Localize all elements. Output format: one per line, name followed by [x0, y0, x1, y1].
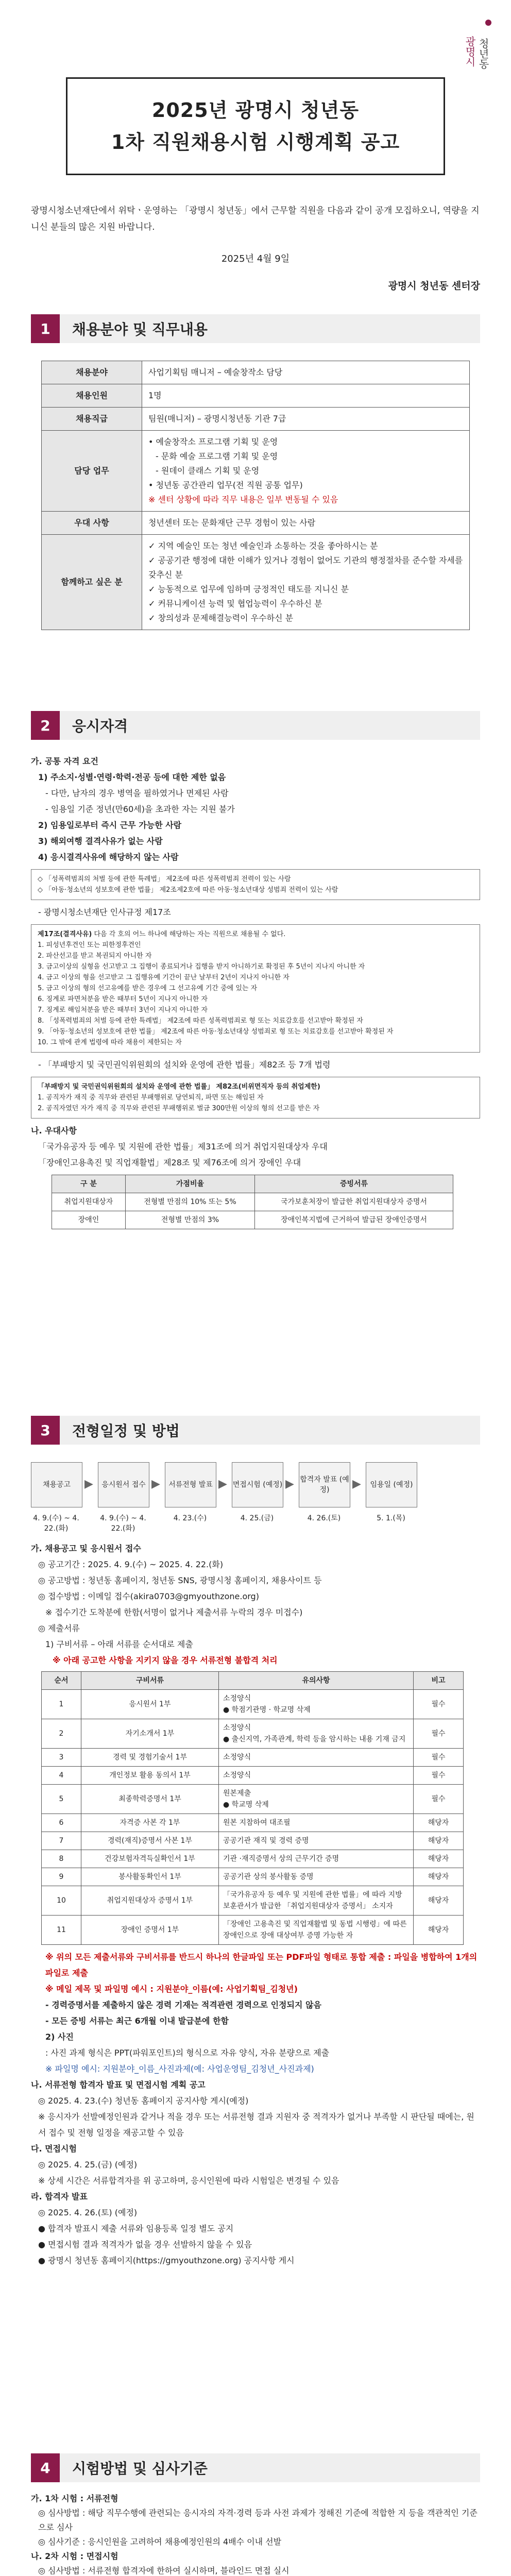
table-row	[52, 1175, 453, 1193]
note-box	[31, 924, 480, 1053]
section-number: 4	[31, 2453, 60, 2482]
table-cell: 장애인	[52, 1211, 126, 1229]
table-row	[42, 384, 470, 408]
table-cell: 최종학력증명서 1부	[81, 1785, 219, 1814]
table-cell: 3	[42, 1749, 81, 1767]
table-row	[52, 1193, 453, 1211]
sched-warning: ※ 아래 공고한 사항을 지키지 않을 경우 서류전형 불합격 처리	[53, 1655, 278, 1665]
table-head: 채용인원	[42, 384, 142, 408]
qual-sub: - 「부패방지 및 국민권익위원회의 설치와 운영에 관한 법률」제82조 등 7개 법령	[38, 1060, 331, 1070]
table-head: 우대 사항	[42, 512, 142, 535]
table-head: 가점비율	[125, 1175, 254, 1193]
arrow-right-icon: ▶	[151, 1478, 160, 1490]
table-cell: 원본제출 ● 학교명 삭제	[219, 1785, 414, 1814]
section-label: 채용분야 및 직무내용	[72, 321, 208, 338]
table-cell: 6	[42, 1814, 81, 1832]
sched-item: ◎ 접수방법 : 이메일 접수(akira0703@gmyouthzone.org)	[38, 1591, 259, 1601]
table-cell: 해당자	[414, 1814, 464, 1832]
table-row	[52, 1211, 453, 1229]
note-title: 제17조(결격사유)	[38, 930, 92, 938]
table-cell: 소정양식 ● 학점기관명 · 학교명 삭제	[219, 1690, 414, 1719]
table-cell: 경력 및 경험기술서 1부	[81, 1749, 219, 1767]
table-cell: 필수	[414, 1767, 464, 1785]
qual-sub: - 광명시청소년재단 인사규정 제17조	[38, 907, 171, 917]
table-cell: 사업기획팀 매니저 – 예술창작소 담당	[142, 361, 470, 384]
table-cell: 자격증 사본 각 1부	[81, 1814, 219, 1832]
table-cell: 장애인 증명서 1부	[81, 1916, 219, 1945]
intro-text: 광명시청소년재단에서 위탁ㆍ운영하는 「광명시 청년동」에서 근무할 직원을 다음과 같이 공개 모집하오니, 역량을 지니신 분들의 많은 지원 바랍니다.	[31, 206, 480, 232]
qual-item: - 임용일 기준 정년(만60세)을 초과한 자는 지원 불가	[45, 804, 235, 814]
flow-date: 5. 1.(목)	[377, 1514, 405, 1522]
flow-step: 서류전형 발표	[165, 1462, 216, 1507]
sched-item: ◎ 2025. 4. 26.(토) (예정)	[38, 2208, 138, 2217]
table-row	[42, 431, 470, 512]
title-line2: 1차 직원채용시험 시행계획 공고	[111, 131, 400, 154]
sched-item: ◎ 2025. 4. 23.(수) 청년동 홈페이지 공지사항 게시(예정)	[38, 2096, 249, 2106]
exam-item: ◎ 심사방법 : 서류전형 합격자에 한하여 실시하며, 블라인드 면접 실시	[38, 2566, 289, 2575]
logo-icon	[461, 15, 497, 93]
table-cell: 해당자	[414, 1916, 464, 1945]
table-row	[42, 1814, 464, 1832]
table-cell: 국가보훈처장이 발급한 취업지원대상자 증명서	[255, 1193, 453, 1211]
table-cell: 개인정보 활용 동의서 1부	[81, 1767, 219, 1785]
qual-item: 2) 임용일로부터 즉시 근무 가능한 사람	[38, 820, 182, 830]
table-cell: 7	[42, 1832, 81, 1850]
sched-warning: ※ 위의 모든 제출서류와 구비서류를 반드시 하나의 한글파일 또는 PDF파일 형태로 통합 제출 : 파일을 병합하여 1개의 파일로 제출	[45, 1952, 478, 1978]
table-row	[42, 1690, 464, 1719]
sub-heading: 나. 2차 시험 : 면접시험	[31, 2551, 118, 2561]
table-cell	[142, 431, 470, 512]
section-number: 2	[31, 711, 60, 740]
table-cell: 취업지원대상자	[52, 1193, 126, 1211]
qual-item: 3) 해외여행 결격사유가 없는 사람	[38, 836, 163, 846]
duty-item: - 원데이 클래스 기획 및 운영	[156, 466, 260, 476]
sched-item: ※ 상세 시간은 서류합격자를 위 공고하며, 응시인원에 따라 시험일은 변경될 수 있음	[38, 2176, 339, 2185]
section-header	[31, 314, 480, 343]
qual-item: 「국가유공자 등 예우 및 지원에 관한 법률」제31조에 의거 취업지원대상자 우대	[38, 1142, 328, 1151]
sub-heading: 다. 면접시험	[31, 2144, 77, 2154]
table-head: 순서	[42, 1672, 81, 1690]
bonus-table	[52, 1175, 453, 1229]
sched-item: ※ 파일명 예시: 지원분야_이름_사진과제(예: 사업운영팀_김청년_사진과제)	[45, 2064, 314, 2074]
table-row	[42, 535, 470, 630]
table-row	[42, 1868, 464, 1886]
duty-note: ※ 센터 상황에 따라 직무 내용은 일부 변동될 수 있음	[148, 495, 338, 504]
note-line: ◇ 「성폭력범죄의 처벌 등에 관한 특례법」 제2조에 따른 성폭력범죄 전력이 있는 사람	[38, 875, 291, 883]
note-line: 2. 파산선고를 받고 복권되지 아니한 자	[38, 952, 152, 960]
table-cell: 해당자	[414, 1868, 464, 1886]
schedule-block	[31, 1540, 480, 2268]
table-head: 구비서류	[81, 1672, 219, 1690]
talent-item: ✓ 능동적으로 업무에 임하며 긍정적인 태도를 지니신 분	[148, 584, 349, 594]
table-cell: 건강보험자격득실확인서 1부	[81, 1850, 219, 1868]
table-head: 비고	[414, 1672, 464, 1690]
table-row	[42, 512, 470, 535]
talent-item: ✓ 커뮤니케이션 능력 및 협업능력이 우수하신 분	[148, 599, 322, 608]
exam-block	[31, 2492, 480, 2576]
table-cell: 10	[42, 1886, 81, 1916]
qual-item: - 다만, 남자의 경우 병역을 필하였거나 면제된 사람	[45, 788, 229, 798]
section-label: 시험방법 및 심사기준	[72, 2460, 208, 2477]
table-cell: 기관 ·재직증명서 상의 근무기간 증명	[219, 1850, 414, 1868]
flow-date: 4. 9.(수) ~ 4. 22.(화)	[33, 1514, 79, 1533]
table-row	[42, 1749, 464, 1767]
sched-item: ● 면접시험 결과 적격자가 없을 경우 선발하지 않을 수 있음	[38, 2240, 252, 2249]
table-cell: 봉사활동확인서 1부	[81, 1868, 219, 1886]
table-head: 채용직급	[42, 408, 142, 431]
note-line: 8. 「성폭력범죄의 처벌 등에 관한 특례법」 제2조에 따른 성폭력범죄로 형 또는 치료감호를 선고받아 확정된 자	[38, 1017, 363, 1025]
flow-step: 채용공고	[31, 1462, 82, 1507]
svg-text:광명시: 광명시	[464, 36, 476, 67]
flow-date: 4. 23.(수)	[173, 1514, 207, 1522]
talent-item: ✓ 지역 예술인 또는 청년 예술인과 소통하는 것을 좋아하시는 분	[148, 541, 378, 551]
arrow-right-icon: ▶	[352, 1478, 361, 1490]
talent-item: ✓ 공공기관 행정에 대한 이해가 있거나 경험이 없어도 기관의 행정절차를 준수할 자세를 갖추신 분	[148, 555, 463, 580]
note-line: 3. 금고이상의 실형을 선고받고 그 집행이 종료되거나 집행을 받지 아니하기로 확정된 후 5년이 지나지 아니한 자	[38, 963, 365, 971]
sched-item: ◎ 공고방법 : 청년동 홈페이지, 청년동 SNS, 광명시청 홈페이지, 채용사이트 등	[38, 1575, 322, 1585]
table-cell: 청년센터 또는 문화재단 근무 경험이 있는 사람	[142, 512, 470, 535]
table-head: 함께하고 싶은 분	[42, 535, 142, 630]
flow-step: 임용일 (예정)	[366, 1462, 417, 1507]
sched-warning: - 모든 증빙 서류는 최근 6개월 이내 발급분에 한함	[45, 2016, 229, 2026]
table-row	[42, 1785, 464, 1814]
table-cell: 「장애인 고용촉진 및 직업재활법 및 동법 시행령」에 따른 장애인으로 장애 대상여부 증명 가능한 자	[219, 1916, 414, 1945]
table-cell: 해당자	[414, 1886, 464, 1916]
note-line: 6. 징계로 파면처분을 받은 때부터 5년이 지나지 아니한 자	[38, 995, 208, 1003]
table-cell: 공공기관 재직 및 경력 증명	[219, 1832, 414, 1850]
schedule-flow	[31, 1462, 480, 1539]
table-row	[42, 361, 470, 384]
section-number: 3	[31, 1416, 60, 1445]
note-box	[31, 869, 480, 900]
sched-sub: 2) 사진	[45, 2032, 74, 2042]
table-cell: 8	[42, 1850, 81, 1868]
table-row	[42, 1850, 464, 1868]
qual-item: 「장애인고용촉진 및 직업재활법」제28조 및 제76조에 의거 장애인 우대	[38, 1158, 301, 1167]
table-cell: 취업지원대상자 증명서 1부	[81, 1886, 219, 1916]
section-header	[31, 711, 480, 740]
note-line: 4. 금고 이상의 형을 선고받고 그 집행유예 기간이 끝난 날부터 2년이 지나지 아니한 자	[38, 974, 289, 981]
table-row	[42, 408, 470, 431]
table-cell: 응시원서 1부	[81, 1690, 219, 1719]
duty-item: - 문화 예술 프로그램 기획 및 운영	[156, 451, 278, 461]
table-cell: 장애인복지법에 근거하여 발급된 장애인증명서	[255, 1211, 453, 1229]
table-cell: 필수	[414, 1719, 464, 1749]
sub-heading: 가. 채용공고 및 응시원서 접수	[31, 1544, 141, 1553]
note-line: 「부패방지 및 국민권익위원회의 설치와 운영에 관한 법률」 제82조(비위면직자 등의 취업제한)	[38, 1083, 320, 1091]
table-row	[42, 1719, 464, 1749]
svg-text:청년동: 청년동	[477, 38, 489, 69]
note-line: 1. 공직자가 재직 중 직무와 관련된 부패행위로 당연퇴직, 파면 또는 해임된 자	[38, 1094, 264, 1101]
table-cell: 원본 지참하여 대조필	[219, 1814, 414, 1832]
table-cell: 소정양식	[219, 1749, 414, 1767]
sched-item: ● 합격자 발표시 제출 서류와 임용등록 일정 별도 공지	[38, 2224, 234, 2233]
sched-item: ◎ 공고기간 : 2025. 4. 9.(수) ~ 2025. 4. 22.(화)	[38, 1560, 224, 1569]
flow-step: 응시원서 접수	[98, 1462, 149, 1507]
section-header	[31, 2453, 480, 2482]
sched-item: ※ 응시자가 선발예정인원과 같거나 적을 경우 또는 서류전형 결과 지원자 중 적격자가 없거나 부족할 시 판단될 때에는, 원서 접수 및 전형 일정을 재공고할 수 있음	[38, 2112, 474, 2138]
announcement-date: 2025년 4월 9일	[221, 253, 290, 264]
talent-item: ✓ 창의성과 문제해결능력이 우수하신 분	[148, 613, 294, 623]
table-head: 구 분	[52, 1175, 126, 1193]
title-box	[66, 77, 445, 175]
section-label: 전형일정 및 방법	[72, 1422, 180, 1439]
note-line: 2. 공직자였던 자가 재직 중 직무와 관련된 부패행위로 벌금 300만원 이상의 형의 선고를 받은 자	[38, 1105, 320, 1112]
table-cell: 1	[42, 1690, 81, 1719]
table-cell	[142, 535, 470, 630]
table-cell: 필수	[414, 1690, 464, 1719]
table-cell: 9	[42, 1868, 81, 1886]
note-line: 다음 각 호의 어느 하나에 해당하는 자는 직원으로 채용될 수 없다.	[94, 930, 286, 938]
sub-heading: 가. 1차 시험 : 서류전형	[31, 2494, 118, 2503]
table-cell: 2	[42, 1719, 81, 1749]
note-line: 9. 「아동·청소년의 성보호에 관한 법률」 제2조에 따른 아동·청소년대상 성범죄로 형 또는 치료감호를 선고받아 확정된 자	[38, 1028, 394, 1036]
qual-item: 4) 응시결격사유에 해당하지 않는 사람	[38, 852, 179, 862]
note-box	[31, 1077, 480, 1118]
table-cell: 경력(재직)증명서 사본 1부	[81, 1832, 219, 1850]
arrow-right-icon: ▶	[285, 1478, 294, 1490]
table-cell: 소정양식	[219, 1767, 414, 1785]
table-cell: 전형별 만점의 3%	[125, 1211, 254, 1229]
arrow-right-icon: ▶	[84, 1478, 93, 1490]
note-line: 7. 징계로 해임처분을 받은 때부터 3년이 지나지 아니한 자	[38, 1006, 208, 1014]
note-line: 1. 피성년후견인 또는 피한정후견인	[38, 941, 141, 949]
sub-heading: 나. 우대사항	[31, 1126, 77, 1136]
table-row	[42, 1832, 464, 1850]
flow-date: 4. 25.(금)	[240, 1514, 274, 1522]
table-cell: 「국가유공자 등 예우 및 지원에 관한 법률」에 따라 지방보훈관서가 발급한 「취업지원대상자 증명서」 소지자	[219, 1886, 414, 1916]
table-cell: 자기소개서 1부	[81, 1719, 219, 1749]
note-line: 5. 금고 이상의 형의 선고유예를 받은 경우에 그 선고유예 기간 중에 있는 자	[38, 985, 258, 992]
issuer: 광명시 청년동 센터장	[388, 280, 480, 292]
table-cell: 1명	[142, 384, 470, 408]
table-cell: 4	[42, 1767, 81, 1785]
documents-table	[41, 1671, 464, 1945]
section-number: 1	[31, 314, 60, 343]
sched-item: : 사진 과제 형식은 PPT(파워포인트)의 형식으로 자유 양식, 자유 분량으로 제출	[45, 2048, 330, 2058]
duty-item: • 청년동 공간관리 업무(전 직원 공통 업무)	[148, 480, 303, 490]
table-cell: 공공기관 상의 봉사활동 증명	[219, 1868, 414, 1886]
table-cell: 11	[42, 1916, 81, 1945]
sched-item: ※ 접수기간 도착분에 한함(서명이 없거나 제출서류 누락의 경우 미접수)	[45, 1607, 303, 1617]
table-cell: 필수	[414, 1785, 464, 1814]
duty-item: • 예술창작소 프로그램 기획 및 운영	[148, 437, 278, 447]
table-head: 채용분야	[42, 361, 142, 384]
table-cell: 해당자	[414, 1832, 464, 1850]
qualification-block	[31, 753, 480, 1229]
flow-step: 면접시험 (예정)	[232, 1462, 283, 1507]
table-cell: 소정양식 ● 출신지역, 가족관계, 학력 등을 암시하는 내용 기재 금지	[219, 1719, 414, 1749]
sched-warning: ※ 메일 제목 및 파일명 예시 : 지원분야_이름(예: 사업기획팀_김청년)	[45, 1984, 298, 1994]
sched-item: ◎ 2025. 4. 25.(금) (예정)	[38, 2160, 138, 2170]
table-cell: 해당자	[414, 1850, 464, 1868]
note-line: ◇ 「아동·청소년의 성보호에 관한 법률」 제2조제2호에 따른 아동·청소년대상 성범죄 전력이 있는 사람	[38, 886, 338, 894]
arrow-right-icon: ▶	[218, 1478, 227, 1490]
table-cell: 전형별 만점의 10% 또는 5%	[125, 1193, 254, 1211]
job-table	[41, 361, 470, 630]
flow-date: 4. 9.(수) ~ 4. 22.(화)	[100, 1514, 146, 1533]
table-row	[42, 1672, 464, 1690]
sub-heading: 가. 공통 자격 요건	[31, 756, 98, 766]
flow-step: 합격자 발표 (예정)	[299, 1462, 350, 1507]
table-row	[42, 1886, 464, 1916]
table-row	[42, 1767, 464, 1785]
flow-date: 4. 26.(토)	[307, 1514, 341, 1522]
table-head: 증빙서류	[255, 1175, 453, 1193]
table-row	[42, 1916, 464, 1945]
qual-item: 1) 주소지·성별·연령·학력·전공 등에 대한 제한 없음	[38, 772, 226, 782]
table-cell: 필수	[414, 1749, 464, 1767]
section-header	[31, 1416, 480, 1445]
sched-item: ◎ 제출서류	[38, 1623, 80, 1633]
sub-heading: 라. 합격자 발표	[31, 2192, 88, 2201]
table-head: 유의사항	[219, 1672, 414, 1690]
section-label: 응시자격	[72, 718, 128, 735]
title-line1: 2025년 광명시 청년동	[151, 99, 360, 122]
sched-warning: - 경력증명서를 제출하지 않은 경력 기재는 적격관련 경력으로 인정되지 않음	[45, 2000, 321, 2010]
table-head: 담당 업무	[42, 431, 142, 512]
table-cell: 5	[42, 1785, 81, 1814]
sched-item: ● 광명시 청년동 홈페이지(https://gmyouthzone.org) 공지사항 게시	[38, 2256, 295, 2265]
note-line: 10. 그 밖에 관계 법령에 따라 채용이 제한되는 자	[38, 1039, 182, 1046]
sub-heading: 나. 서류전형 합격자 발표 및 면접시험 계획 공고	[31, 2080, 206, 2090]
table-cell: 팀원(매니저) – 광명시청년동 기관 7급	[142, 408, 470, 431]
exam-item: ◎ 심사방법 : 해당 직무수행에 관련되는 응시자의 자격·경력 등과 사전 과제가 정해진 기준에 적합한 지 등을 객관적인 기준으로 심사	[38, 2508, 478, 2532]
exam-item: ◎ 심사기준 : 응시인원을 고려하여 채용예정인원의 4배수 이내 선발	[38, 2537, 282, 2547]
sched-sub: 1) 구비서류 – 아래 서류를 순서대로 제출	[45, 1639, 193, 1649]
